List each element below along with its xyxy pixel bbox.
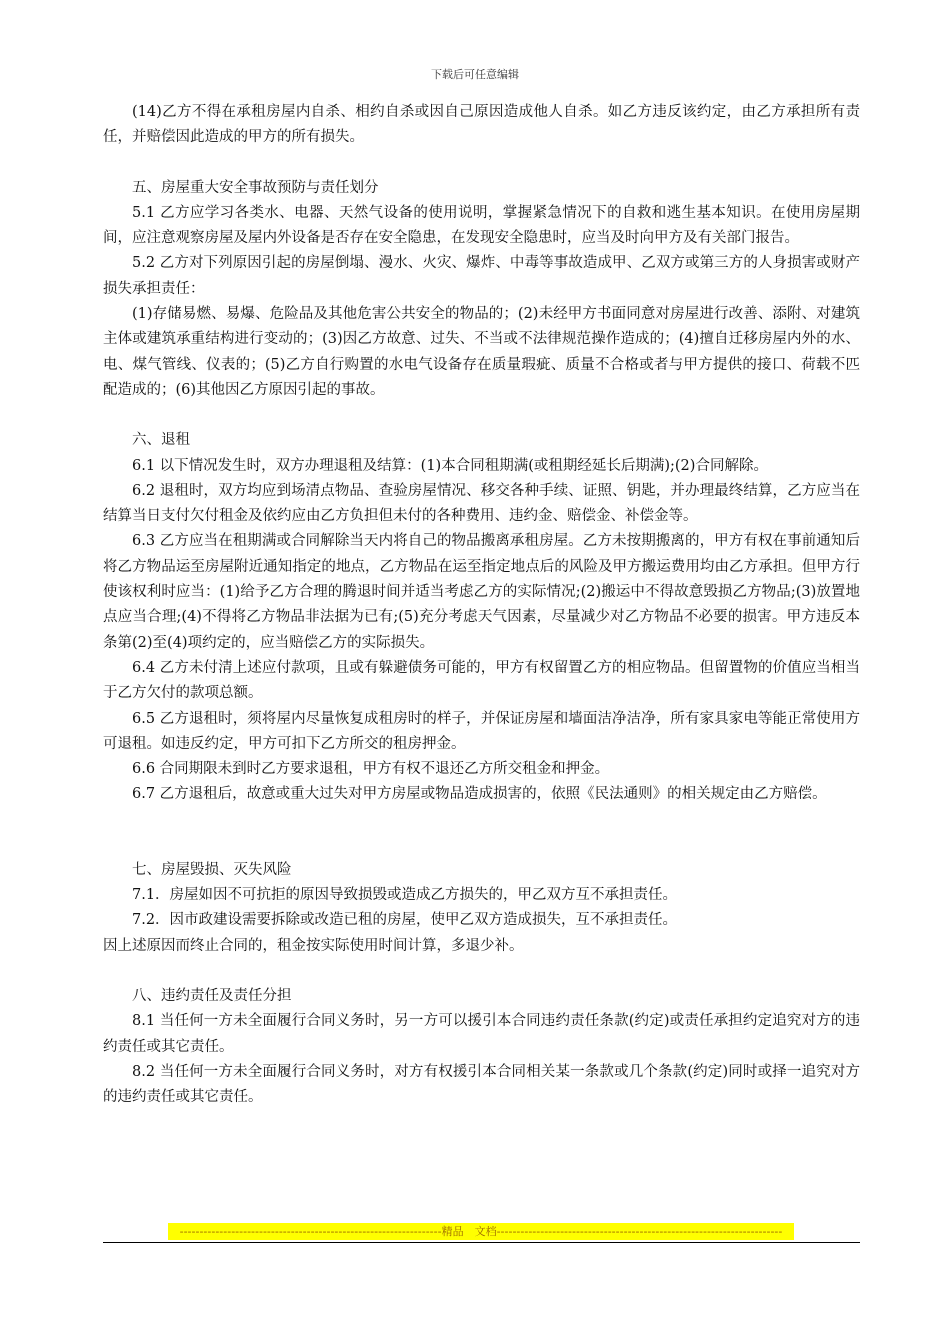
clause-5-1: 5.1 乙方应学习各类水、电器、天然气设备的使用说明，掌握紧急情况下的自救和逃生基本知识。在使用房屋期间，应注意观察房屋及屋内外设备是否存在安全隐患，在发现安全隐患时，应当及时向甲方及有关部门报告。 bbox=[103, 204, 860, 247]
clause-6-7: 6.7 乙方退租后，故意或重大过失对甲方房屋或物品造成损害的，依照《民法通则》的相关规定由乙方赔偿。 bbox=[132, 786, 827, 803]
footer-watermark: ------------------------------------------------------------------精品 文档------------------------------------------------------------------------ bbox=[168, 1223, 794, 1240]
section-7-title: 七、房屋毁损、灭失风险 bbox=[132, 861, 292, 878]
section-5-title: 五、房屋重大安全事故预防与责任划分 bbox=[132, 179, 379, 196]
section-8-title: 八、违约责任及责任分担 bbox=[132, 987, 292, 1004]
clause-14: (14)乙方不得在承租房屋内自杀、相约自杀或因自己原因造成他人自杀。如乙方违反该约定，由乙方承担所有责任，并赔偿因此造成的甲方的所有损失。 bbox=[103, 104, 860, 146]
clause-6-2: 6.2 退租时，双方均应到场清点物品、查验房屋情况、移交各种手续、证照、钥匙，并办理最终结算，乙方应当在结算当日支付欠付租金及依约应由乙方负担但未付的各种费用、违约金、赔偿金、补偿金等。 bbox=[103, 482, 860, 525]
clause-5-2: 5.2 乙方对下列原因引起的房屋倒塌、漫水、火灾、爆炸、中毒等事故造成甲、乙双方或第三方的人身损害或财产损失承担责任： bbox=[103, 255, 860, 297]
clause-7-1: 7.1．房屋如因不可抗拒的原因导致损毁或造成乙方损失的，甲乙双方互不承担责任。 bbox=[132, 887, 678, 904]
clause-6-3: 6.3 乙方应当在租期满或合同解除当天内将自己的物品搬离承租房屋。乙方未按期搬离的，甲方有权在事前通知后将乙方物品运至房屋附近通知指定的地点，乙方物品在运至指定地点后的风险及甲方搬运费用均由乙方承担。但甲方行使该权利时应当：(1)给予乙方合理的腾退时间并适当考虑乙方的实际情况;(2)搬运中不得故意毁损乙方物品;(3)放置地点应当合理;(4)不得将乙方物品非法据为已有;(5)充分考虑天气因素，尽量减少对乙方物品不必要的损害。甲方违反本条第(2)至(4)项约定的，应当赔偿乙方的实际损失。 bbox=[103, 533, 860, 651]
clause-8-1: 8.1 当任何一方未全面履行合同义务时，另一方可以援引本合同违约责任条款(约定)或责任承担约定追究对方的违约责任或其它责任。 bbox=[103, 1013, 860, 1055]
page-header: 下载后可任意编辑 bbox=[431, 68, 519, 81]
clause-8-2: 8.2 当任何一方未全面履行合同义务时，对方有权援引本合同相关某一条款或几个条款(约定)同时或择一追究对方的违约责任或其它责任。 bbox=[103, 1063, 860, 1106]
clause-6-6: 6.6 合同期限未到时乙方要求退租，甲方有权不退还乙方所交租金和押金。 bbox=[132, 761, 610, 778]
section-6-title: 六、退租 bbox=[132, 432, 190, 449]
clause-5-2-list: (1)存储易燃、易爆、危险品及其他危害公共安全的物品的；(2)未经甲方书面同意对房屋进行改善、添附、对建筑主体或建筑承重结构进行变动的；(3)因乙方故意、过失、不当或不法律规范操作造成的；(4)擅自迁移房屋内外的水、电、煤气管线、仪表的；(5)乙方自行购置的水电气设备存在质量瑕疵、质量不合格或者与甲方提供的接口、荷载不匹配造成的；(6)其他因乙方原因引起的事故。 bbox=[103, 306, 860, 398]
footer-rule bbox=[103, 1242, 860, 1243]
clause-6-5: 6.5 乙方退租时，须将屋内尽量恢复成租房时的样子，并保证房屋和墙面洁净洁净，所有家具家电等能正常使用方可退租。如违反约定，甲方可扣下乙方所交的租房押金。 bbox=[103, 710, 860, 752]
clause-6-1: 6.1 以下情况发生时，双方办理退租及结算：(1)本合同租期满(或租期经延长后期满);(2)合同解除。 bbox=[132, 457, 768, 474]
clause-7-tail: 因上述原因而终止合同的，租金按实际使用时间计算，多退少补。 bbox=[103, 937, 524, 954]
clause-7-2: 7.2．因市政建设需要拆除或改造已租的房屋，使甲乙双方造成损失，互不承担责任。 bbox=[132, 912, 678, 929]
document-body bbox=[103, 100, 860, 1110]
clause-6-4: 6.4 乙方未付清上述应付款项，且或有躲避债务可能的，甲方有权留置乙方的相应物品。但留置物的价值应当相当于乙方欠付的款项总额。 bbox=[103, 659, 860, 702]
